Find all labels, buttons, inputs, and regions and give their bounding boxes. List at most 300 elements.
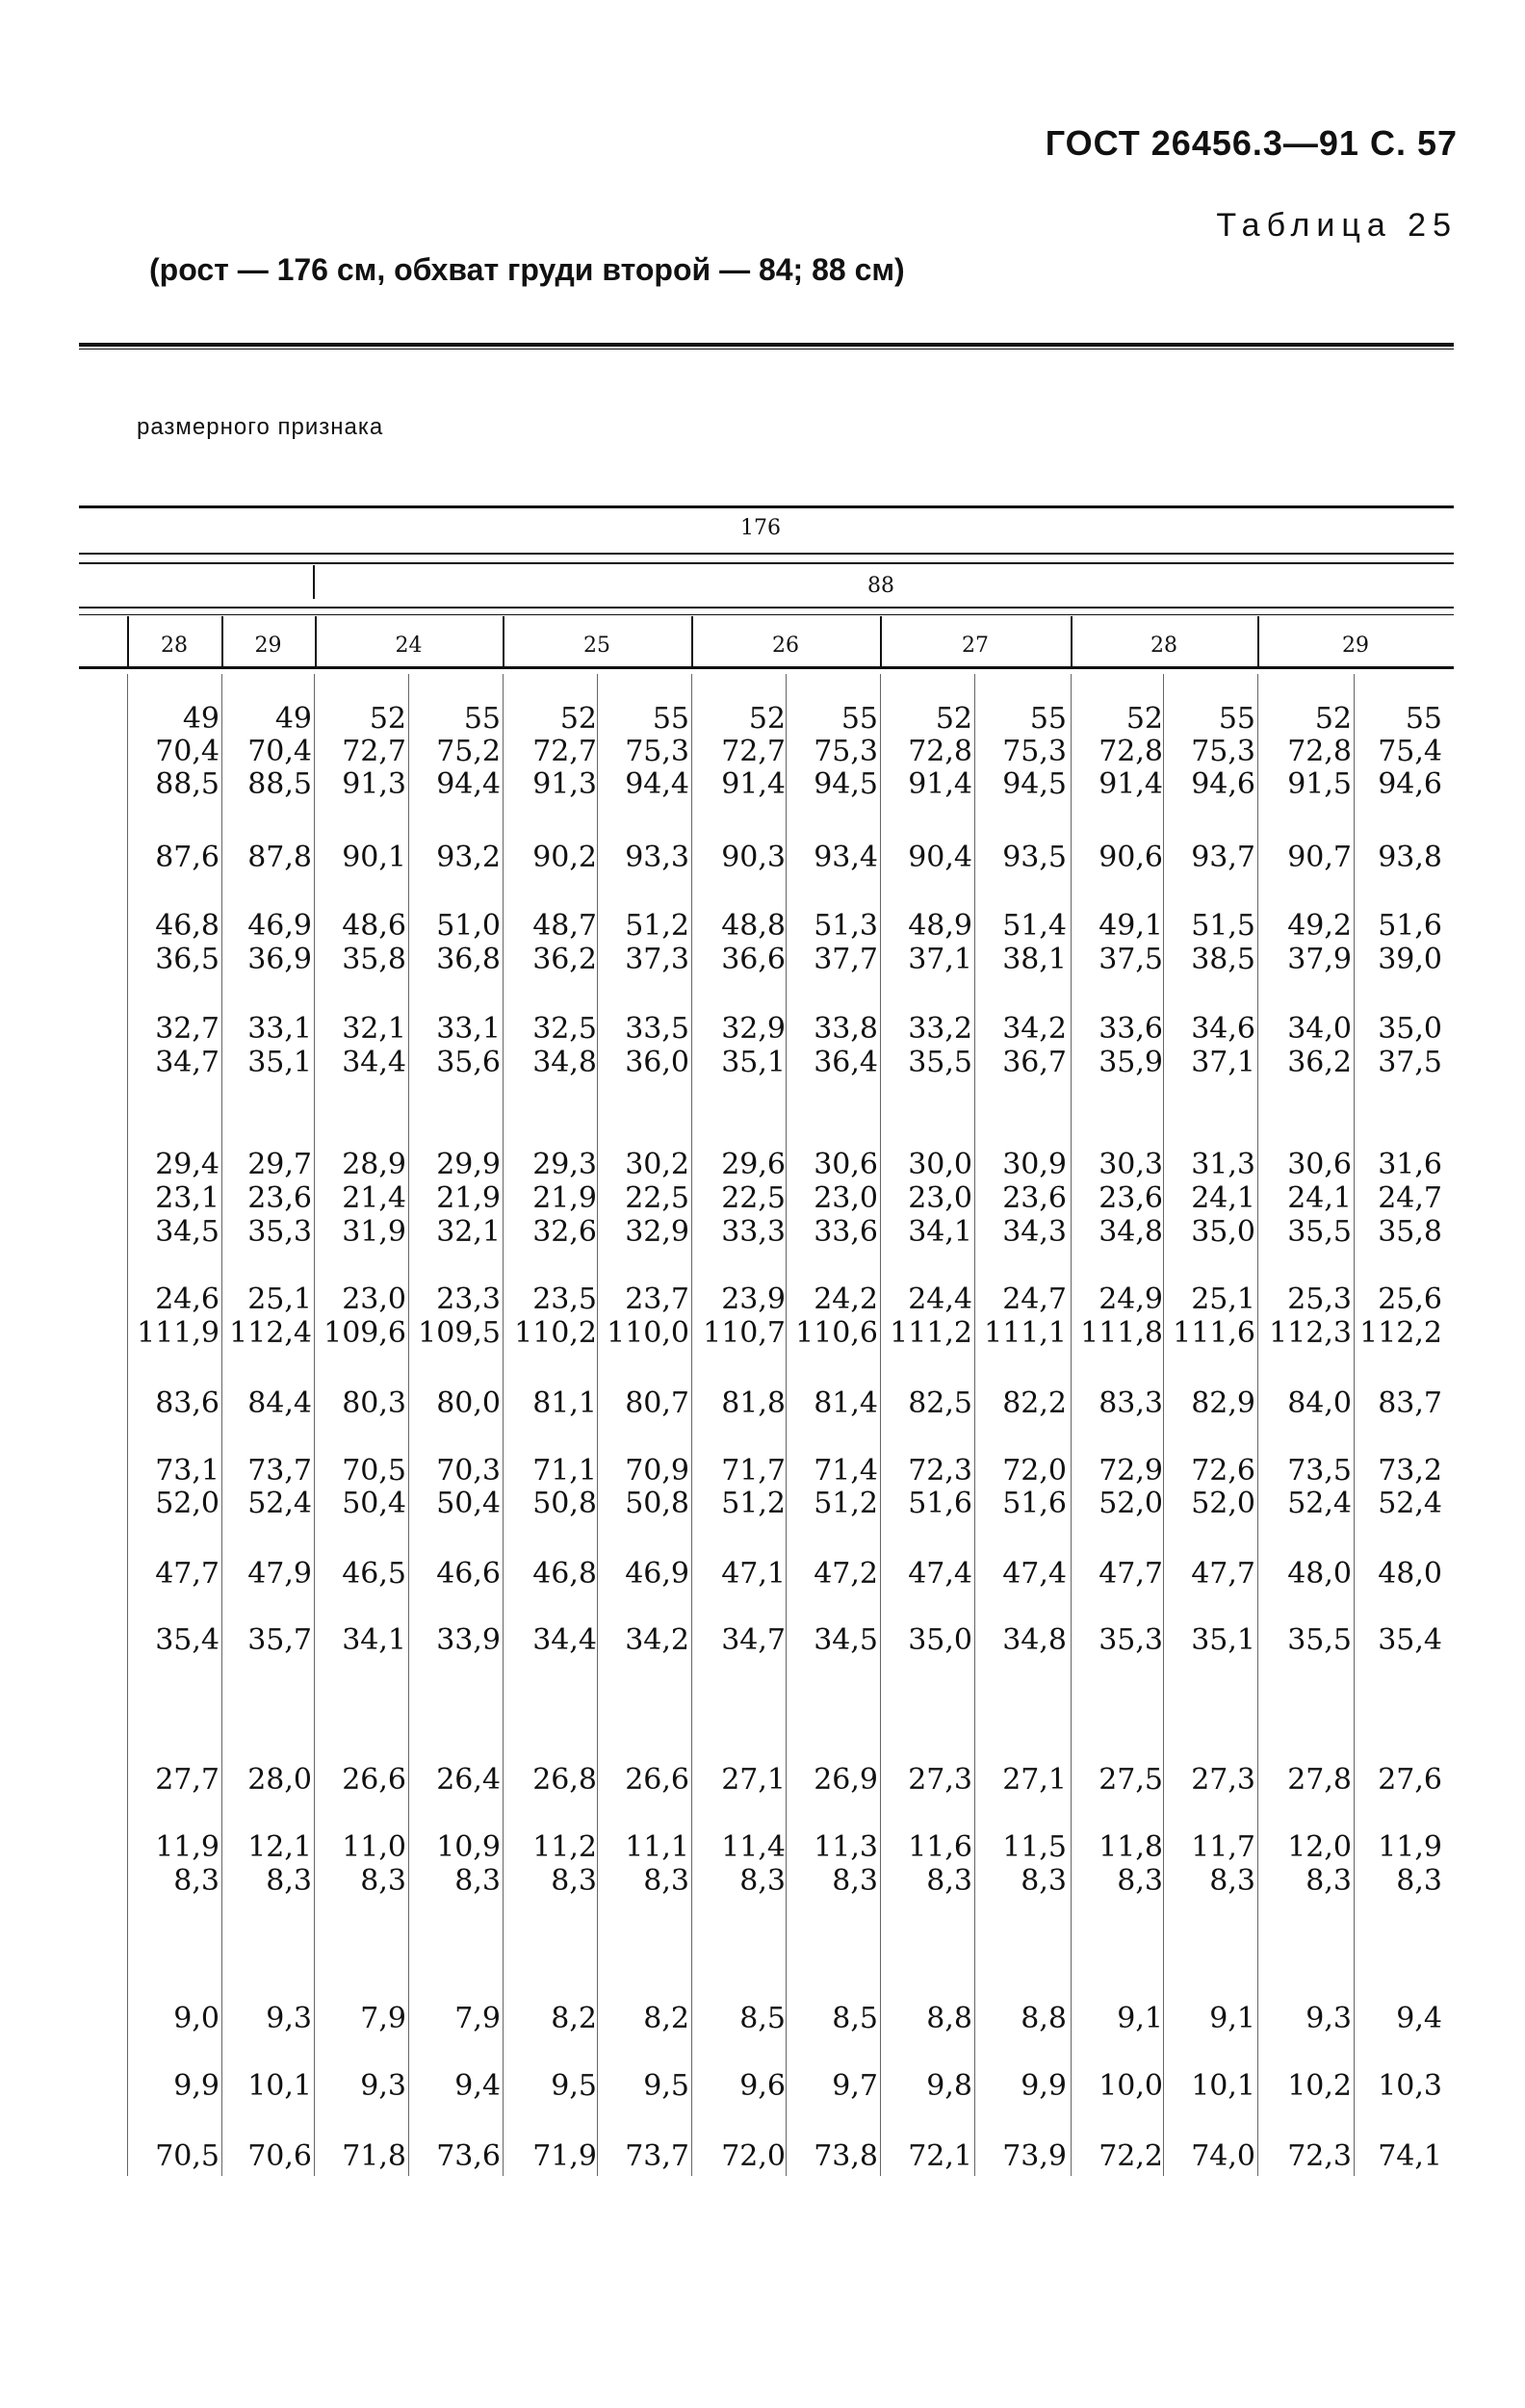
header-rule-5 xyxy=(79,614,1454,615)
table-cell: 33,3 xyxy=(721,1215,786,1249)
column-divider xyxy=(1354,674,1355,2176)
table-cell: 32,9 xyxy=(721,1012,786,1046)
table-cell: 33,6 xyxy=(1099,1012,1163,1046)
column-header: 28 xyxy=(1150,634,1177,658)
column-divider xyxy=(691,674,692,2176)
table-cell: 21,9 xyxy=(532,1181,597,1215)
table-cell: 30,3 xyxy=(1099,1148,1163,1181)
header-rule-1 xyxy=(79,505,1454,508)
table-cell: 34,7 xyxy=(155,1046,220,1079)
table-cell: 90,3 xyxy=(721,841,786,874)
table-cell: 55 xyxy=(463,702,501,736)
table-cell: 71,7 xyxy=(721,1454,786,1488)
chest-header: 88 xyxy=(867,574,894,598)
table-cell: 12,1 xyxy=(247,1830,312,1864)
table-cell: 11,1 xyxy=(625,1830,689,1864)
table-cell: 31,3 xyxy=(1191,1148,1255,1181)
table-cell: 112,4 xyxy=(229,1316,312,1350)
header-column-divider xyxy=(1071,616,1073,666)
column-divider xyxy=(597,674,598,2176)
column-divider xyxy=(1071,674,1072,2176)
table-cell: 110,2 xyxy=(514,1316,597,1350)
table-cell: 24,2 xyxy=(814,1282,878,1316)
table-cell: 34,8 xyxy=(532,1046,597,1079)
table-cell: 52,0 xyxy=(155,1487,220,1520)
table-cell: 71,1 xyxy=(532,1454,597,1488)
table-cell: 9,3 xyxy=(266,2002,312,2035)
table-cell: 24,1 xyxy=(1287,1181,1352,1215)
table-cell: 9,5 xyxy=(643,2069,689,2103)
table-cell: 35,8 xyxy=(1378,1215,1442,1249)
column-divider xyxy=(974,674,975,2176)
table-cell: 35,5 xyxy=(1287,1623,1352,1657)
table-cell: 51,2 xyxy=(721,1487,786,1520)
table-cell: 25,1 xyxy=(247,1282,312,1316)
table-cell: 50,8 xyxy=(532,1487,597,1520)
table-cell: 34,0 xyxy=(1287,1012,1352,1046)
table-cell: 81,4 xyxy=(814,1386,878,1420)
table-cell: 33,1 xyxy=(436,1012,501,1046)
column-header: 24 xyxy=(395,634,423,658)
table-cell: 24,6 xyxy=(155,1282,220,1316)
table-cell: 33,9 xyxy=(436,1623,501,1657)
table-cell: 8,3 xyxy=(360,1864,406,1898)
table-cell: 30,6 xyxy=(814,1148,878,1181)
table-cell: 47,7 xyxy=(155,1557,220,1591)
table-cell: 87,6 xyxy=(155,841,220,874)
table-cell: 37,1 xyxy=(1191,1046,1255,1079)
table-cell: 23,5 xyxy=(532,1282,597,1316)
table-cell: 39,0 xyxy=(1378,943,1442,976)
header-rule-2 xyxy=(79,553,1454,555)
table-cell: 8,3 xyxy=(173,1864,220,1898)
table-cell: 47,4 xyxy=(908,1557,972,1591)
table-cell: 75,2 xyxy=(436,735,501,768)
table-cell: 52 xyxy=(748,702,786,736)
table-cell: 11,2 xyxy=(532,1830,597,1864)
table-cell: 110,6 xyxy=(795,1316,878,1350)
table-cell: 35,8 xyxy=(342,943,406,976)
table-cell: 46,8 xyxy=(532,1557,597,1591)
table-cell: 55 xyxy=(652,702,689,736)
table-cell: 72,1 xyxy=(908,2139,972,2173)
table-cell: 83,7 xyxy=(1378,1386,1442,1420)
table-cell: 9,6 xyxy=(739,2069,786,2103)
column-divider xyxy=(1257,674,1258,2176)
table-cell: 90,4 xyxy=(908,841,972,874)
header-divider xyxy=(313,565,315,599)
table-cell: 51,2 xyxy=(625,909,689,943)
table-cell: 23,6 xyxy=(247,1181,312,1215)
table-label: Таблица 25 xyxy=(1216,207,1458,244)
table-cell: 93,4 xyxy=(814,841,878,874)
table-cell: 23,3 xyxy=(436,1282,501,1316)
column-divider xyxy=(314,674,315,2176)
table-cell: 80,7 xyxy=(625,1386,689,1420)
table-cell: 52,4 xyxy=(1378,1487,1442,1520)
table-cell: 34,1 xyxy=(908,1215,972,1249)
table-cell: 11,7 xyxy=(1191,1830,1255,1864)
table-cell: 25,1 xyxy=(1191,1282,1255,1316)
table-cell: 11,8 xyxy=(1099,1830,1163,1864)
table-cell: 36,2 xyxy=(532,943,597,976)
table-cell: 81,1 xyxy=(532,1386,597,1420)
table-cell: 30,6 xyxy=(1287,1148,1352,1181)
table-cell: 50,4 xyxy=(342,1487,406,1520)
table-cell: 82,9 xyxy=(1191,1386,1255,1420)
table-cell: 51,0 xyxy=(436,909,501,943)
table-cell: 72,3 xyxy=(908,1454,972,1488)
table-cell: 52 xyxy=(1314,702,1352,736)
table-cell: 36,2 xyxy=(1287,1046,1352,1079)
table-cell: 11,9 xyxy=(1378,1830,1442,1864)
table-cell: 34,5 xyxy=(155,1215,220,1249)
table-cell: 35,4 xyxy=(1378,1623,1442,1657)
table-cell: 110,7 xyxy=(703,1316,786,1350)
table-cell: 72,0 xyxy=(1002,1454,1067,1488)
table-cell: 37,1 xyxy=(908,943,972,976)
table-cell: 36,9 xyxy=(247,943,312,976)
table-cell: 35,1 xyxy=(1191,1623,1255,1657)
table-cell: 9,0 xyxy=(173,2002,220,2035)
table-cell: 8,3 xyxy=(1117,1864,1163,1898)
header-column-divider xyxy=(221,616,223,666)
table-cell: 31,6 xyxy=(1378,1148,1442,1181)
table-cell: 34,6 xyxy=(1191,1012,1255,1046)
header-rule-4 xyxy=(79,607,1454,608)
table-cell: 93,3 xyxy=(625,841,689,874)
table-cell: 70,4 xyxy=(247,735,312,768)
table-cell: 70,6 xyxy=(247,2139,312,2173)
table-cell: 34,2 xyxy=(1002,1012,1067,1046)
table-cell: 35,1 xyxy=(247,1046,312,1079)
table-cell: 24,9 xyxy=(1099,1282,1163,1316)
table-cell: 49,1 xyxy=(1099,909,1163,943)
table-cell: 80,0 xyxy=(436,1386,501,1420)
header-column-divider xyxy=(880,616,882,666)
table-cell: 52,4 xyxy=(1287,1487,1352,1520)
table-cell: 11,5 xyxy=(1002,1830,1067,1864)
table-cell: 10,1 xyxy=(247,2069,312,2103)
table-cell: 10,1 xyxy=(1191,2069,1255,2103)
table-cell: 72,6 xyxy=(1191,1454,1255,1488)
table-cell: 91,5 xyxy=(1287,767,1352,801)
table-cell: 74,1 xyxy=(1378,2139,1442,2173)
table-cell: 93,5 xyxy=(1002,841,1067,874)
column-header: 26 xyxy=(772,634,799,658)
table-cell: 111,6 xyxy=(1173,1316,1255,1350)
table-cell: 27,5 xyxy=(1099,1763,1163,1797)
table-cell: 21,9 xyxy=(436,1181,501,1215)
table-cell: 9,7 xyxy=(832,2069,878,2103)
table-cell: 88,5 xyxy=(155,767,220,801)
header-rule-6 xyxy=(79,666,1454,669)
table-cell: 111,9 xyxy=(137,1316,220,1350)
table-cell: 9,4 xyxy=(1396,2002,1442,2035)
table-cell: 82,5 xyxy=(908,1386,972,1420)
table-cell: 109,6 xyxy=(323,1316,406,1350)
table-cell: 8,5 xyxy=(832,2002,878,2035)
table-cell: 73,8 xyxy=(814,2139,878,2173)
table-cell: 26,6 xyxy=(625,1763,689,1797)
table-cell: 32,5 xyxy=(532,1012,597,1046)
table-cell: 8,3 xyxy=(1209,1864,1255,1898)
table-cell: 27,1 xyxy=(1002,1763,1067,1797)
table-cell: 8,3 xyxy=(266,1864,312,1898)
table-cell: 71,8 xyxy=(342,2139,406,2173)
table-cell: 23,7 xyxy=(625,1282,689,1316)
table-cell: 72,9 xyxy=(1099,1454,1163,1488)
table-cell: 73,5 xyxy=(1287,1454,1352,1488)
table-cell: 23,1 xyxy=(155,1181,220,1215)
table-cell: 93,8 xyxy=(1378,841,1442,874)
table-cell: 50,8 xyxy=(625,1487,689,1520)
table-cell: 84,0 xyxy=(1287,1386,1352,1420)
table-cell: 74,0 xyxy=(1191,2139,1255,2173)
table-cell: 52 xyxy=(935,702,972,736)
table-cell: 94,6 xyxy=(1378,767,1442,801)
table-cell: 70,5 xyxy=(342,1454,406,1488)
table-cell: 36,0 xyxy=(625,1046,689,1079)
table-cell: 111,2 xyxy=(890,1316,972,1350)
table-cell: 73,1 xyxy=(155,1454,220,1488)
table-cell: 75,3 xyxy=(814,735,878,768)
table-cell: 111,8 xyxy=(1080,1316,1163,1350)
header-column-divider xyxy=(1257,616,1259,666)
column-divider xyxy=(880,674,881,2176)
table-cell: 48,9 xyxy=(908,909,972,943)
table-cell: 47,2 xyxy=(814,1557,878,1591)
height-header: 176 xyxy=(740,516,781,540)
table-cell: 10,0 xyxy=(1099,2069,1163,2103)
table-cell: 46,9 xyxy=(625,1557,689,1591)
table-cell: 32,6 xyxy=(532,1215,597,1249)
table-cell: 37,3 xyxy=(625,943,689,976)
table-cell: 55 xyxy=(840,702,878,736)
top-rule-thin xyxy=(79,349,1454,350)
table-cell: 34,8 xyxy=(1099,1215,1163,1249)
table-cell: 93,7 xyxy=(1191,841,1255,874)
column-divider xyxy=(221,674,222,2176)
table-cell: 24,4 xyxy=(908,1282,972,1316)
table-cell: 75,3 xyxy=(625,735,689,768)
table-cell: 73,7 xyxy=(247,1454,312,1488)
table-cell: 71,9 xyxy=(532,2139,597,2173)
table-cell: 25,3 xyxy=(1287,1282,1352,1316)
table-cell: 109,5 xyxy=(418,1316,501,1350)
table-cell: 51,6 xyxy=(908,1487,972,1520)
table-cell: 51,6 xyxy=(1002,1487,1067,1520)
table-cell: 84,4 xyxy=(247,1386,312,1420)
table-cell: 28,9 xyxy=(342,1148,406,1181)
table-cell: 46,8 xyxy=(155,909,220,943)
table-cell: 52 xyxy=(1125,702,1163,736)
table-cell: 10,3 xyxy=(1378,2069,1442,2103)
table-cell: 10,2 xyxy=(1287,2069,1352,2103)
table-cell: 8,5 xyxy=(739,2002,786,2035)
table-cell: 72,7 xyxy=(721,735,786,768)
table-cell: 83,3 xyxy=(1099,1386,1163,1420)
table-cell: 47,7 xyxy=(1191,1557,1255,1591)
table-cell: 72,8 xyxy=(908,735,972,768)
table-cell: 49 xyxy=(274,702,312,736)
column-divider xyxy=(1163,674,1164,2176)
table-cell: 52,4 xyxy=(247,1487,312,1520)
header-column-divider xyxy=(127,616,129,666)
table-cell: 48,0 xyxy=(1287,1557,1352,1591)
table-cell: 75,3 xyxy=(1002,735,1067,768)
table-cell: 37,5 xyxy=(1378,1046,1442,1079)
table-cell: 8,3 xyxy=(1021,1864,1067,1898)
table-cell: 9,5 xyxy=(551,2069,597,2103)
table-cell: 28,0 xyxy=(247,1763,312,1797)
table-cell: 32,1 xyxy=(342,1012,406,1046)
table-cell: 75,4 xyxy=(1378,735,1442,768)
table-cell: 70,4 xyxy=(155,735,220,768)
table-cell: 29,3 xyxy=(532,1148,597,1181)
table-cell: 34,1 xyxy=(342,1623,406,1657)
table-cell: 23,6 xyxy=(1002,1181,1067,1215)
table-cell: 51,5 xyxy=(1191,909,1255,943)
table-cell: 11,0 xyxy=(342,1830,406,1864)
table-cell: 27,6 xyxy=(1378,1763,1442,1797)
table-cell: 24,1 xyxy=(1191,1181,1255,1215)
table-cell: 27,1 xyxy=(721,1763,786,1797)
table-cell: 93,2 xyxy=(436,841,501,874)
table-cell: 91,3 xyxy=(342,767,406,801)
table-cell: 70,5 xyxy=(155,2139,220,2173)
table-cell: 47,9 xyxy=(247,1557,312,1591)
table-cell: 51,2 xyxy=(814,1487,878,1520)
table-cell: 37,5 xyxy=(1099,943,1163,976)
column-divider xyxy=(127,674,128,2176)
table-cell: 11,4 xyxy=(721,1830,786,1864)
table-cell: 112,2 xyxy=(1359,1316,1442,1350)
table-cell: 35,6 xyxy=(436,1046,501,1079)
table-cell: 8,8 xyxy=(1021,2002,1067,2035)
table-cell: 27,8 xyxy=(1287,1763,1352,1797)
table-cell: 36,4 xyxy=(814,1046,878,1079)
table-cell: 7,9 xyxy=(360,2002,406,2035)
table-cell: 34,2 xyxy=(625,1623,689,1657)
column-header: 29 xyxy=(1342,634,1369,658)
table-cell: 72,8 xyxy=(1099,735,1163,768)
column-header: 28 xyxy=(161,634,188,658)
table-cell: 55 xyxy=(1218,702,1255,736)
table-cell: 47,4 xyxy=(1002,1557,1067,1591)
table-cell: 37,9 xyxy=(1287,943,1352,976)
column-header: 27 xyxy=(962,634,989,658)
table-cell: 11,3 xyxy=(814,1830,878,1864)
table-cell: 90,1 xyxy=(342,841,406,874)
table-subtitle: (рост — 176 см, обхват груди второй — 84; 88 см) xyxy=(149,252,905,287)
table-cell: 73,7 xyxy=(625,2139,689,2173)
table-cell: 22,5 xyxy=(721,1181,786,1215)
table-cell: 51,4 xyxy=(1002,909,1067,943)
column-header: 25 xyxy=(583,634,610,658)
column-divider xyxy=(408,674,409,2176)
table-cell: 91,4 xyxy=(1099,767,1163,801)
table-cell: 94,4 xyxy=(436,767,501,801)
table-cell: 72,2 xyxy=(1099,2139,1163,2173)
table-cell: 34,5 xyxy=(814,1623,878,1657)
table-cell: 8,3 xyxy=(739,1864,786,1898)
table-cell: 8,3 xyxy=(643,1864,689,1898)
table-cell: 35,9 xyxy=(1099,1046,1163,1079)
column-header: 29 xyxy=(254,634,282,658)
table-cell: 8,3 xyxy=(454,1864,501,1898)
table-cell: 35,0 xyxy=(1378,1012,1442,1046)
table-cell: 27,3 xyxy=(908,1763,972,1797)
table-cell: 72,0 xyxy=(721,2139,786,2173)
table-cell: 29,6 xyxy=(721,1148,786,1181)
table-cell: 73,9 xyxy=(1002,2139,1067,2173)
table-cell: 55 xyxy=(1405,702,1442,736)
table-cell: 83,6 xyxy=(155,1386,220,1420)
table-cell: 23,6 xyxy=(1099,1181,1163,1215)
table-cell: 10,9 xyxy=(436,1830,501,1864)
table-cell: 36,5 xyxy=(155,943,220,976)
table-cell: 49 xyxy=(182,702,220,736)
table-cell: 80,3 xyxy=(342,1386,406,1420)
table-cell: 8,2 xyxy=(551,2002,597,2035)
table-cell: 91,4 xyxy=(721,767,786,801)
table-cell: 49,2 xyxy=(1287,909,1352,943)
table-cell: 7,9 xyxy=(454,2002,501,2035)
table-cell: 9,9 xyxy=(1021,2069,1067,2103)
table-cell: 34,3 xyxy=(1002,1215,1067,1249)
table-cell: 30,2 xyxy=(625,1148,689,1181)
table-cell: 38,5 xyxy=(1191,943,1255,976)
table-cell: 22,5 xyxy=(625,1181,689,1215)
table-cell: 27,7 xyxy=(155,1763,220,1797)
table-cell: 46,9 xyxy=(247,909,312,943)
table-cell: 32,9 xyxy=(625,1215,689,1249)
header-column-divider xyxy=(315,616,317,666)
table-cell: 51,3 xyxy=(814,909,878,943)
table-cell: 9,1 xyxy=(1117,2002,1163,2035)
table-cell: 33,6 xyxy=(814,1215,878,1249)
table-cell: 26,8 xyxy=(532,1763,597,1797)
table-cell: 70,3 xyxy=(436,1454,501,1488)
table-cell: 34,4 xyxy=(532,1623,597,1657)
table-cell: 24,7 xyxy=(1002,1282,1067,1316)
table-cell: 35,3 xyxy=(247,1215,312,1249)
table-cell: 90,6 xyxy=(1099,841,1163,874)
table-cell: 25,6 xyxy=(1378,1282,1442,1316)
table-cell: 51,6 xyxy=(1378,909,1442,943)
table-cell: 90,7 xyxy=(1287,841,1352,874)
table-cell: 9,8 xyxy=(926,2069,972,2103)
header-column-divider xyxy=(691,616,693,666)
table-cell: 72,3 xyxy=(1287,2139,1352,2173)
table-cell: 72,7 xyxy=(532,735,597,768)
table-cell: 9,3 xyxy=(360,2069,406,2103)
table-cell: 23,0 xyxy=(342,1282,406,1316)
table-cell: 33,1 xyxy=(247,1012,312,1046)
table-cell: 111,1 xyxy=(984,1316,1067,1350)
table-cell: 37,7 xyxy=(814,943,878,976)
table-cell: 46,6 xyxy=(436,1557,501,1591)
table-cell: 88,5 xyxy=(247,767,312,801)
table-cell: 110,0 xyxy=(607,1316,689,1350)
table-cell: 33,5 xyxy=(625,1012,689,1046)
table-cell: 8,3 xyxy=(1396,1864,1442,1898)
table-cell: 47,7 xyxy=(1099,1557,1163,1591)
table-cell: 35,7 xyxy=(247,1623,312,1657)
table-cell: 94,6 xyxy=(1191,767,1255,801)
table-cell: 9,1 xyxy=(1209,2002,1255,2035)
